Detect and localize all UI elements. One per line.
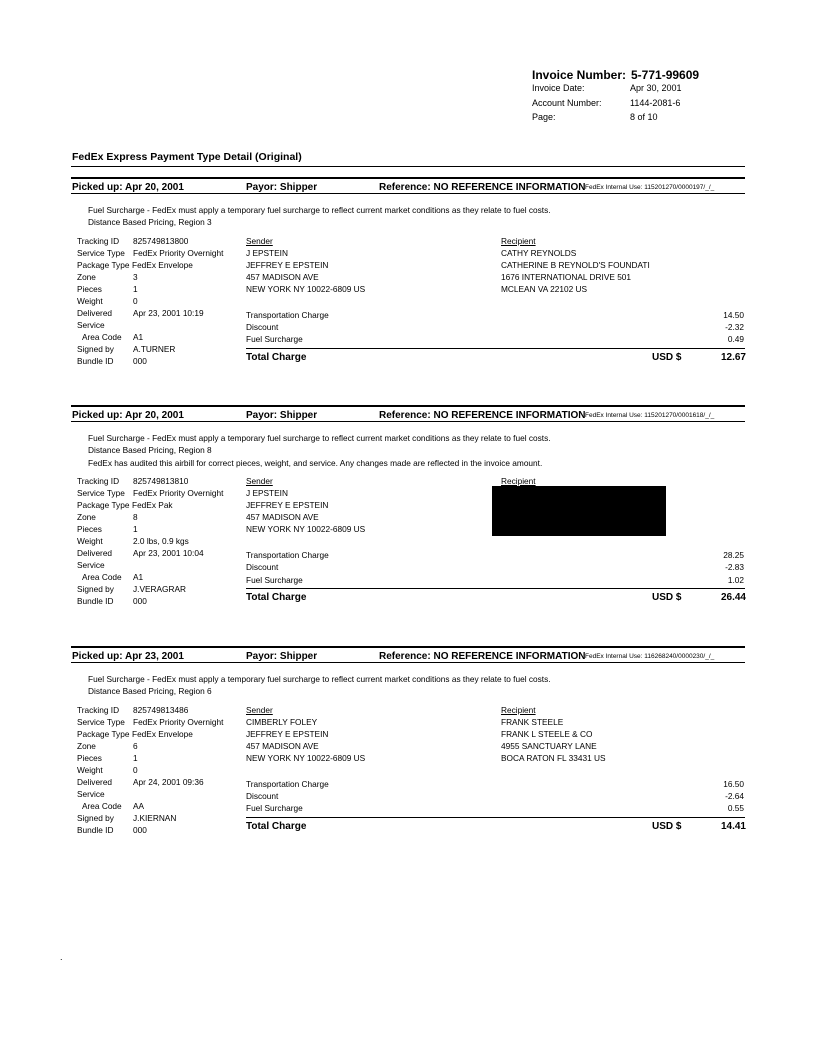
invoice-number: 5-771-99609 (631, 68, 700, 82)
page-label: Page: (532, 112, 556, 122)
area-code-label: Area Code (82, 331, 122, 342)
note-line: FedEx has audited this airbill for correct pieces, weight, and service. Any changes made are reflected in the invoice amount. (88, 457, 543, 468)
total-charge-amount: 12.67 (720, 351, 746, 363)
pieces-label: Pieces (77, 283, 102, 294)
weight-value: 2.0 lbs, 0.9 kgs (133, 535, 189, 546)
signed-by-label: Signed by (77, 343, 114, 354)
area-code-label: Area Code (82, 800, 122, 811)
total-charge-label: Total Charge (246, 591, 307, 603)
transportation-charge-label: Transportation Charge (246, 778, 329, 789)
sender-line: CIMBERLY FOLEY (246, 716, 318, 727)
section-divider (71, 405, 745, 407)
bundle-id-label: Bundle ID (77, 595, 114, 606)
package-type-label: Package Type (77, 259, 130, 270)
bundle-id-label: Bundle ID (77, 824, 114, 835)
page-number: 8 of 10 (630, 112, 658, 122)
recipient-line: FRANK STEELE (501, 716, 564, 727)
title-divider (71, 166, 745, 167)
shipment-section (0, 646, 816, 886)
recipient-line: MCLEAN VA 22102 US (501, 283, 588, 294)
weight-value: 0 (133, 764, 138, 775)
internal-use: FedEx Internal Use: 116268240/0000230/_/_ (585, 653, 715, 660)
total-divider (246, 817, 745, 818)
sender-label: Sender (246, 704, 273, 715)
service-type-value: FedEx Priority Overnight (133, 716, 224, 727)
delivered-label: Delivered (77, 547, 113, 558)
header-underline (71, 193, 745, 194)
note-line: Distance Based Pricing, Region 6 (88, 686, 212, 697)
discount-label: Discount (246, 562, 279, 573)
tracking-id-value: 825749813810 (133, 475, 189, 486)
area-code-label: Area Code (82, 571, 122, 582)
delivered-value: Apr 23, 2001 10:19 (133, 307, 204, 318)
total-charge-label: Total Charge (246, 820, 307, 832)
package-type-value: FedEx Envelope (132, 728, 193, 739)
bundle-id-value: 000 (133, 824, 147, 835)
sender-line: JEFFREY E EPSTEIN (246, 259, 329, 270)
redacted-recipient (492, 486, 666, 536)
internal-use: FedEx Internal Use: 115201270/0000197/_/_ (585, 184, 715, 191)
bundle-id-value: 000 (133, 595, 147, 606)
delivered-value: Apr 24, 2001 09:36 (133, 776, 204, 787)
section-divider (71, 646, 745, 648)
signed-by-label: Signed by (77, 812, 114, 823)
delivered-value: Apr 23, 2001 10:04 (133, 547, 204, 558)
section-divider (71, 177, 745, 179)
weight-label: Weight (77, 535, 103, 546)
page-title: FedEx Express Payment Type Detail (Original) (72, 151, 302, 163)
transportation-charge-label: Transportation Charge (246, 549, 329, 560)
weight-label: Weight (77, 295, 103, 306)
note-line: Fuel Surcharge - FedEx must apply a temporary fuel surcharge to reflect current market conditions as they relate to fuel costs. (88, 433, 551, 443)
invoice-number-label: Invoice Number: (532, 68, 627, 82)
total-charge-amount: 14.41 (720, 820, 746, 832)
account-number-label: Account Number: (532, 98, 602, 108)
weight-value: 0 (133, 295, 138, 306)
sender-line: 457 MADISON AVE (246, 271, 319, 282)
transportation-charge-amount: 28.25 (723, 549, 744, 560)
shipment-section (0, 177, 816, 417)
service-label: Service (77, 319, 105, 330)
pieces-value: 1 (133, 523, 138, 534)
service-type-value: FedEx Priority Overnight (133, 487, 224, 498)
fuel-surcharge-amount: 1.02 (727, 574, 744, 585)
package-type-label: Package Type (77, 728, 130, 739)
transportation-charge-amount: 14.50 (723, 309, 744, 320)
signed-by-value: J.KIERNAN (133, 812, 177, 823)
fuel-surcharge-label: Fuel Surcharge (246, 803, 303, 814)
note-line: Fuel Surcharge - FedEx must apply a temporary fuel surcharge to reflect current market conditions as they relate to fuel costs. (88, 674, 551, 684)
footer-mark: . (60, 952, 63, 962)
invoice-date-label: Invoice Date: (532, 83, 585, 93)
invoice-date: Apr 30, 2001 (630, 83, 682, 93)
discount-label: Discount (246, 790, 279, 801)
pieces-label: Pieces (77, 523, 102, 534)
picked-up: Picked up: Apr 20, 2001 (72, 410, 184, 421)
recipient-label: Recipient (501, 704, 536, 715)
reference: Reference: NO REFERENCE INFORMATION (379, 651, 586, 662)
currency-label: USD $ (652, 351, 682, 363)
fuel-surcharge-label: Fuel Surcharge (246, 334, 303, 345)
recipient-line: FRANK L STEELE & CO (501, 728, 593, 739)
recipient-line: 1676 INTERNATIONAL DRIVE 501 (501, 271, 632, 282)
recipient-line: BOCA RATON FL 33431 US (501, 752, 606, 763)
fuel-surcharge-label: Fuel Surcharge (246, 574, 303, 585)
payor: Payor: Shipper (246, 651, 318, 662)
fuel-surcharge-amount: 0.49 (727, 334, 744, 345)
total-divider (246, 348, 745, 349)
package-type-label: Package Type (77, 499, 130, 510)
recipient-label: Recipient (501, 475, 536, 486)
sender-label: Sender (246, 235, 273, 246)
area-code-value: AA (133, 800, 145, 811)
tracking-id-label: Tracking ID (77, 704, 120, 715)
picked-up: Picked up: Apr 23, 2001 (72, 651, 184, 662)
bundle-id-value: 000 (133, 355, 147, 366)
service-type-label: Service Type (77, 487, 125, 498)
area-code-value: A1 (133, 331, 144, 342)
note-line: Distance Based Pricing, Region 8 (88, 445, 212, 456)
fuel-surcharge-amount: 0.55 (727, 803, 744, 814)
sender-line: NEW YORK NY 10022-6809 US (246, 752, 366, 763)
service-label: Service (77, 559, 105, 570)
zone-value: 3 (133, 271, 138, 282)
sender-line: J EPSTEIN (246, 247, 288, 258)
tracking-id-value: 825749813486 (133, 704, 189, 715)
zone-label: Zone (77, 271, 96, 282)
service-type-label: Service Type (77, 716, 125, 727)
currency-label: USD $ (652, 820, 682, 832)
transportation-charge-label: Transportation Charge (246, 309, 329, 320)
discount-amount: -2.83 (725, 562, 744, 573)
header-underline (71, 421, 745, 422)
total-charge-label: Total Charge (246, 351, 307, 363)
transportation-charge-amount: 16.50 (723, 778, 744, 789)
delivered-label: Delivered (77, 307, 113, 318)
sender-line: 457 MADISON AVE (246, 511, 319, 522)
note-line: Distance Based Pricing, Region 3 (88, 217, 212, 228)
discount-amount: -2.32 (725, 321, 744, 332)
recipient-line: CATHERINE B REYNOLD'S FOUNDATI (501, 259, 650, 270)
total-divider (246, 588, 745, 589)
signed-by-value: J.VERAGRAR (133, 583, 187, 594)
sender-label: Sender (246, 475, 273, 486)
pieces-value: 1 (133, 752, 138, 763)
account-number: 1144-2081-6 (630, 98, 681, 108)
service-type-value: FedEx Priority Overnight (133, 247, 224, 258)
recipient-line: CATHY REYNOLDS (501, 247, 577, 258)
sender-line: J EPSTEIN (246, 487, 288, 498)
payor: Payor: Shipper (246, 182, 318, 193)
delivered-label: Delivered (77, 776, 113, 787)
zone-label: Zone (77, 740, 96, 751)
tracking-id-label: Tracking ID (77, 475, 120, 486)
payor: Payor: Shipper (246, 410, 318, 421)
zone-value: 6 (133, 740, 138, 751)
pieces-label: Pieces (77, 752, 102, 763)
header-underline (71, 662, 745, 663)
recipient-label: Recipient (501, 235, 536, 246)
service-label: Service (77, 788, 105, 799)
area-code-value: A1 (133, 571, 144, 582)
currency-label: USD $ (652, 591, 682, 603)
sender-line: NEW YORK NY 10022-6809 US (246, 523, 366, 534)
signed-by-label: Signed by (77, 583, 114, 594)
zone-label: Zone (77, 511, 96, 522)
sender-line: 457 MADISON AVE (246, 740, 319, 751)
signed-by-value: A.TURNER (133, 343, 176, 354)
package-type-value: FedEx Pak (132, 499, 173, 510)
recipient-line: 4955 SANCTUARY LANE (501, 740, 597, 751)
reference: Reference: NO REFERENCE INFORMATION (379, 182, 586, 193)
reference: Reference: NO REFERENCE INFORMATION (379, 410, 586, 421)
pieces-value: 1 (133, 283, 138, 294)
discount-label: Discount (246, 321, 279, 332)
internal-use: FedEx Internal Use: 115201270/0001618/_/_ (585, 412, 715, 419)
service-type-label: Service Type (77, 247, 125, 258)
sender-line: JEFFREY E EPSTEIN (246, 728, 329, 739)
tracking-id-value: 825749813800 (133, 235, 189, 246)
tracking-id-label: Tracking ID (77, 235, 120, 246)
bundle-id-label: Bundle ID (77, 355, 114, 366)
total-charge-amount: 26.44 (720, 591, 746, 603)
sender-line: NEW YORK NY 10022-6809 US (246, 283, 366, 294)
picked-up: Picked up: Apr 20, 2001 (72, 182, 184, 193)
zone-value: 8 (133, 511, 138, 522)
package-type-value: FedEx Envelope (132, 259, 193, 270)
note-line: Fuel Surcharge - FedEx must apply a temporary fuel surcharge to reflect current market conditions as they relate to fuel costs. (88, 205, 551, 215)
shipment-section (0, 405, 816, 645)
weight-label: Weight (77, 764, 103, 775)
discount-amount: -2.64 (725, 790, 744, 801)
sender-line: JEFFREY E EPSTEIN (246, 499, 329, 510)
